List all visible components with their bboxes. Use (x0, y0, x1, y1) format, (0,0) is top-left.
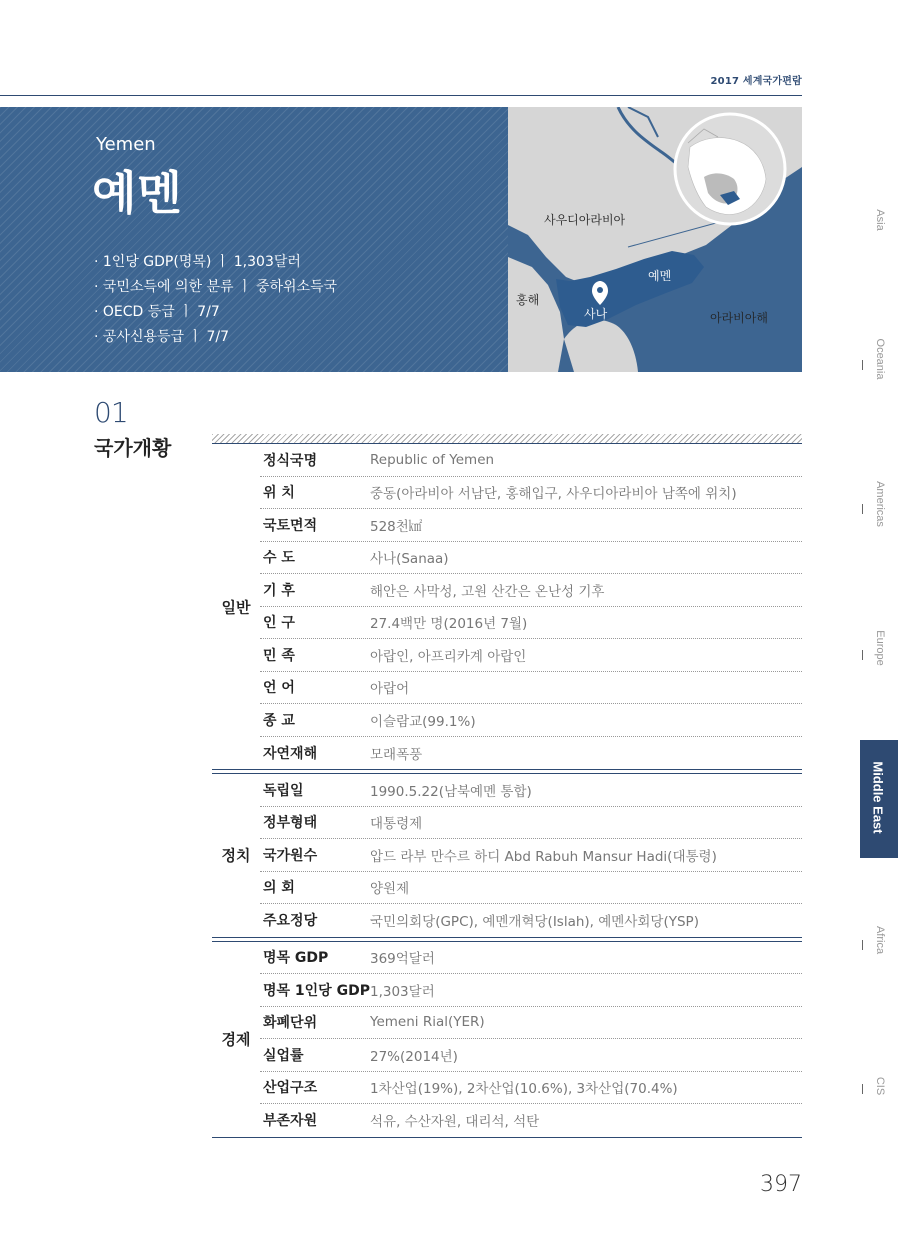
table-row (260, 444, 802, 477)
table-row (260, 737, 802, 770)
row-value: 27%(2014년) (370, 1048, 458, 1065)
tab-label: Asia (874, 209, 886, 231)
row-value: 528천㎢ (370, 518, 423, 535)
table-row (260, 574, 802, 607)
key-fact: · OECD 등급 ㅣ 7/7 (94, 304, 220, 320)
row-value: 369억달러 (370, 951, 435, 968)
country-overview-table (212, 434, 802, 1138)
row-value: 이슬람교(99.1%) (370, 713, 476, 730)
row-key: 기 후 (263, 582, 295, 599)
row-key: 실업률 (263, 1047, 304, 1064)
row-key: 정식국명 (263, 452, 318, 469)
row-value: 양원제 (370, 881, 410, 898)
row-key: 국가원수 (263, 847, 318, 864)
section-number: 01 (94, 396, 128, 429)
location-map (508, 107, 802, 372)
table-row (260, 807, 802, 840)
row-key: 화폐단위 (263, 1015, 318, 1032)
key-fact: · 국민소득에 의한 분류 ㅣ 중하위소득국 (94, 279, 338, 295)
row-value: Republic of Yemen (370, 451, 495, 468)
group-politics (212, 773, 802, 937)
row-key: 자연재해 (263, 745, 318, 762)
row-key: 위 치 (263, 485, 295, 502)
row-key: 산업구조 (263, 1080, 318, 1097)
page-number: 397 (760, 1172, 802, 1197)
section-title: 국가개황 (94, 436, 172, 460)
map-label-red-sea: 홍해 (516, 293, 540, 307)
row-value: 1,303달러 (370, 983, 435, 1000)
row-key: 주요정당 (263, 913, 318, 930)
group-label: 일반 (221, 598, 251, 616)
key-fact: · 1인당 GDP(명목) ㅣ 1,303달러 (94, 254, 301, 270)
table-row (260, 1039, 802, 1072)
row-value: 사나(Sanaa) (370, 551, 449, 568)
group-label: 경제 (221, 1030, 251, 1049)
tab-label: CIS (874, 1076, 886, 1096)
table-row (260, 942, 802, 975)
row-key: 독립일 (263, 782, 304, 799)
table-row (260, 872, 802, 905)
row-key: 정부형태 (263, 815, 318, 832)
group-general (212, 443, 802, 769)
table-row (260, 839, 802, 872)
row-value: 27.4백만 명(2016년 7월) (370, 616, 528, 633)
table-row (260, 904, 802, 937)
table-row (260, 639, 802, 672)
row-value: 국민의회당(GPC), 예멘개혁당(Islah), 예멘사회당(YSP) (370, 914, 699, 931)
row-key: 의 회 (263, 880, 295, 897)
row-key: 종 교 (263, 712, 295, 729)
tab-europe[interactable] (862, 630, 898, 718)
tab-label: Middle East (870, 761, 886, 834)
table-row (260, 509, 802, 542)
tab-americas[interactable] (862, 481, 898, 570)
row-value: 1차산업(19%), 2차산업(10.6%), 3차산업(70.4%) (370, 1081, 678, 1098)
region-tabs (862, 0, 898, 1240)
key-fact: · 공사신용등급 ㅣ 7/7 (94, 329, 229, 345)
row-key: 인 구 (263, 615, 295, 632)
row-key: 수 도 (263, 550, 295, 567)
table-header-hatch (212, 434, 802, 443)
row-key: 민 족 (263, 647, 295, 664)
tab-label: Americas (874, 481, 886, 527)
table-row (260, 1104, 802, 1137)
country-name-ko: 예멘 (92, 166, 183, 220)
table-row (260, 774, 802, 807)
row-key: 국토면적 (263, 517, 318, 534)
group-label: 정치 (221, 846, 251, 865)
row-value: 해안은 사막성, 고원 산간은 온난성 기후 (370, 583, 605, 600)
running-head-rule (0, 95, 802, 96)
map-label-sanaa: 사나 (584, 307, 608, 321)
key-facts (94, 250, 337, 350)
row-value: Yemeni Rial(YER) (370, 1014, 485, 1031)
row-key: 명목 GDP (263, 950, 329, 967)
running-head: 2017 세계국가편람 (710, 76, 802, 87)
tab-oceania[interactable] (862, 338, 898, 425)
table-row (260, 542, 802, 575)
row-value: 중동(아라비아 서남단, 홍해입구, 사우디아라비아 남쪽에 위치) (370, 486, 737, 503)
tab-asia[interactable] (862, 210, 898, 290)
row-value: 1990.5.22(남북예멘 통합) (370, 783, 532, 800)
row-key: 언 어 (263, 680, 295, 697)
table-row (260, 477, 802, 510)
row-value: 아랍어 (370, 681, 410, 698)
row-value: 압드 라부 만수르 하디 Abd Rabuh Mansur Hadi(대통령) (370, 848, 717, 865)
globe-inset (675, 114, 785, 224)
table-row (260, 974, 802, 1007)
row-key: 명목 1인당 GDP (263, 982, 370, 999)
tab-label: Europe (874, 630, 886, 666)
map-graphic (508, 107, 802, 372)
row-value: 대통령제 (370, 816, 423, 833)
table-row (260, 1072, 802, 1105)
country-banner (0, 107, 508, 372)
tab-label: Oceania (874, 338, 886, 380)
map-label-yemen: 예멘 (648, 269, 672, 283)
table-row (260, 672, 802, 705)
row-value: 아랍인, 아프리카계 아랍인 (370, 648, 527, 665)
map-label-arabian-sea: 아라비아해 (710, 311, 768, 325)
group-economy (212, 941, 802, 1137)
map-label-saudi: 사우디아라비아 (544, 213, 626, 227)
tab-africa[interactable] (862, 925, 898, 1012)
table-row (260, 704, 802, 737)
row-key: 부존자원 (263, 1113, 318, 1130)
table-row (260, 1007, 802, 1040)
tab-middle-east[interactable] (860, 740, 898, 858)
table-row (260, 607, 802, 640)
country-name-en: Yemen (96, 134, 156, 155)
tab-cis[interactable] (862, 1076, 898, 1160)
row-value: 석유, 수산자원, 대리석, 석탄 (370, 1114, 540, 1131)
tab-label: Africa (874, 925, 886, 955)
row-value: 모래폭풍 (370, 746, 423, 763)
